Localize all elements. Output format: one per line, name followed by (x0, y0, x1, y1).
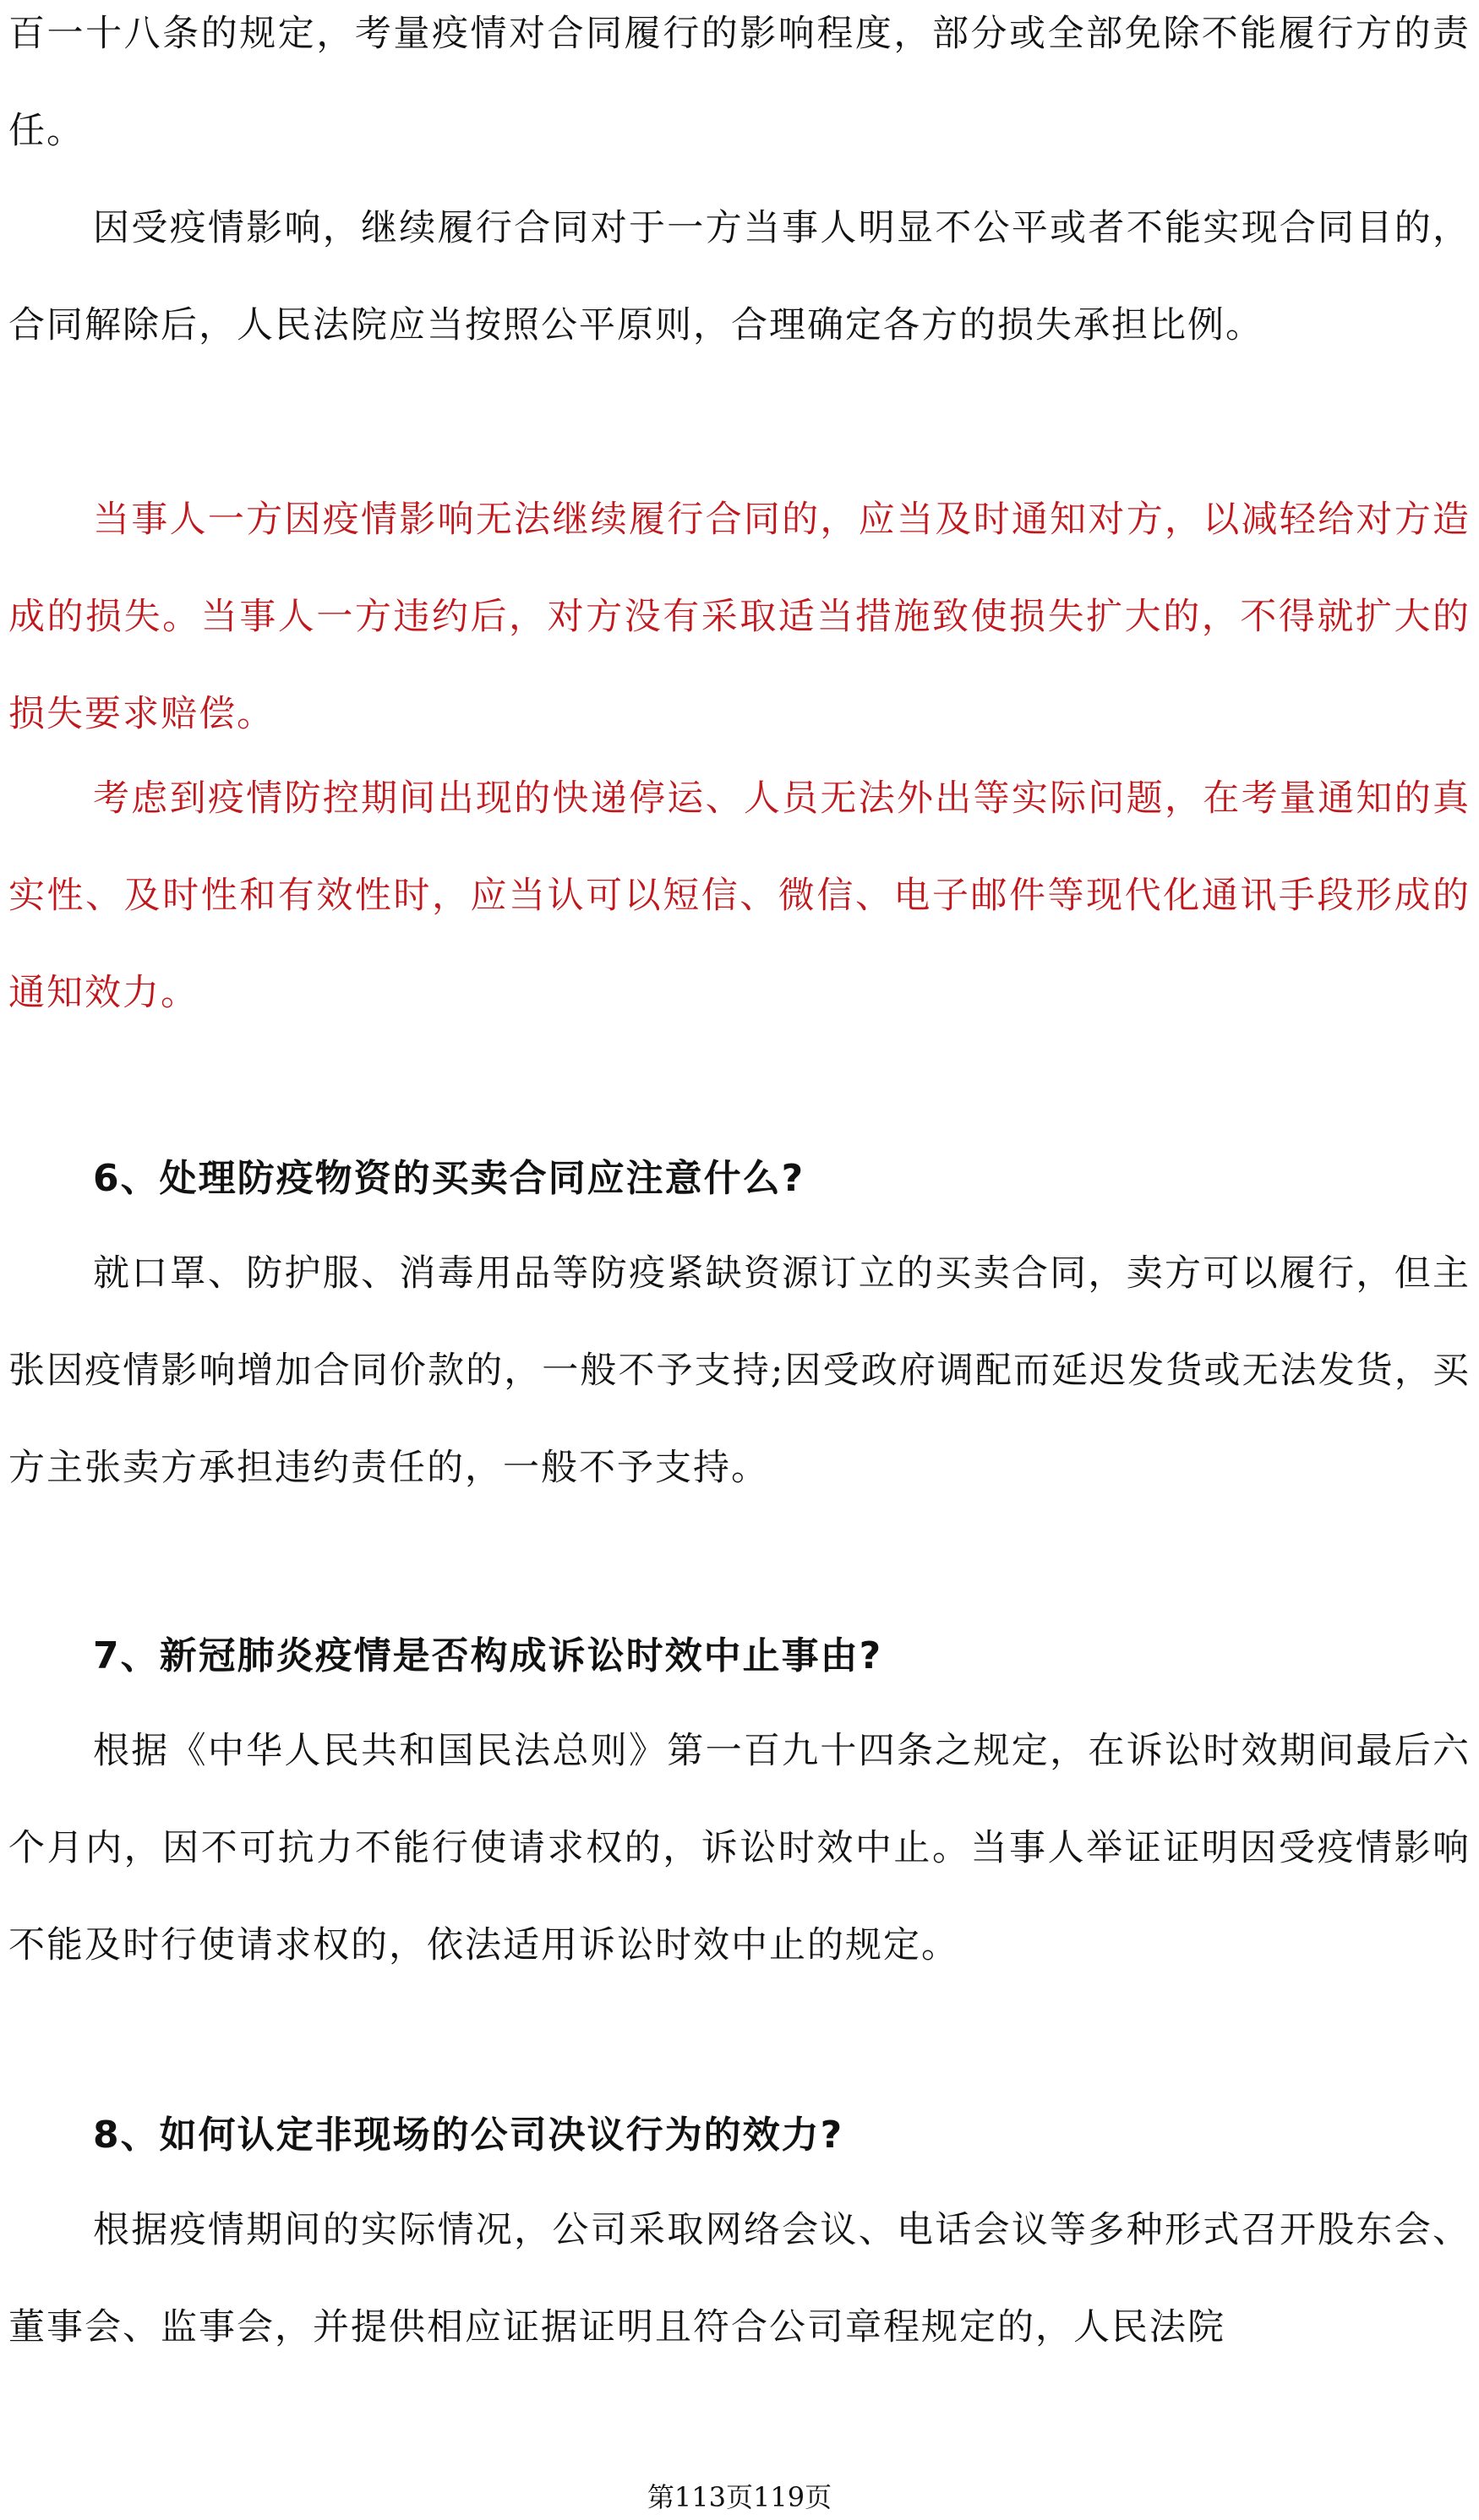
paragraph-contract-termination: 因受疫情影响，继续履行合同对于一方当事人明显不公平或者不能实现合同目的，合同解除后，人民法院应当按照公平原则，合理确定各方的损失承担比例。 (8, 207, 1471, 346)
paragraph-limitation-suspension: 根据《中华人民共和国民法总则》第一百九十四条之规定，在诉讼时效期间最后六个月内，因不可抗力不能行使请求权的，诉讼时效中止。当事人举证证明因受疫情影响不能及时行使请求权的，依法适用诉讼时效中止的规定。 (8, 1730, 1471, 1966)
paragraph-notice-validity: 考虑到疫情防控期间出现的快递停运、人员无法外出等实际问题，在考量通知的真实性、及时性和有效性时，应当认可以短信、微信、电子邮件等现代化通讯手段形成的通知效力。 (8, 777, 1471, 1014)
paragraph-notify-obligation: 当事人一方因疫情影响无法继续履行合同的，应当及时通知对方，以减轻给对方造成的损失。当事人一方违约后，对方没有采取适当措施致使损失扩大的，不得就扩大的损失要求赔偿。 (8, 499, 1471, 735)
section-heading-8: 8、如何认定非现场的公司决议行为的效力? (93, 2114, 844, 2157)
paragraph-remote-resolutions: 根据疫情期间的实际情况，公司采取网络会议、电话会议等多种形式召开股东会、董事会、监事会，并提供相应证据证明且符合公司章程规定的，人民法院 (8, 2209, 1471, 2348)
section-heading-6: 6、处理防疫物资的买卖合同应注意什么? (93, 1157, 805, 1200)
page-number-footer: 第113页119页 (647, 2481, 832, 2513)
paragraph-epidemic-supplies: 就口罩、防护服、消毒用品等防疫紧缺资源订立的买卖合同，卖方可以履行，但主张因疫情影响增加合同价款的，一般不予支持;因受政府调配而延迟发货或无法发货，买方主张卖方承担违约责任的，一般不予支持。 (8, 1252, 1471, 1489)
section-heading-7: 7、新冠肺炎疫情是否构成诉讼时效中止事由? (93, 1634, 883, 1677)
paragraph-liability-exemption: 百一十八条的规定，考量疫情对合同履行的影响程度，部分或全部免除不能履行方的责任。 (8, 13, 1471, 152)
